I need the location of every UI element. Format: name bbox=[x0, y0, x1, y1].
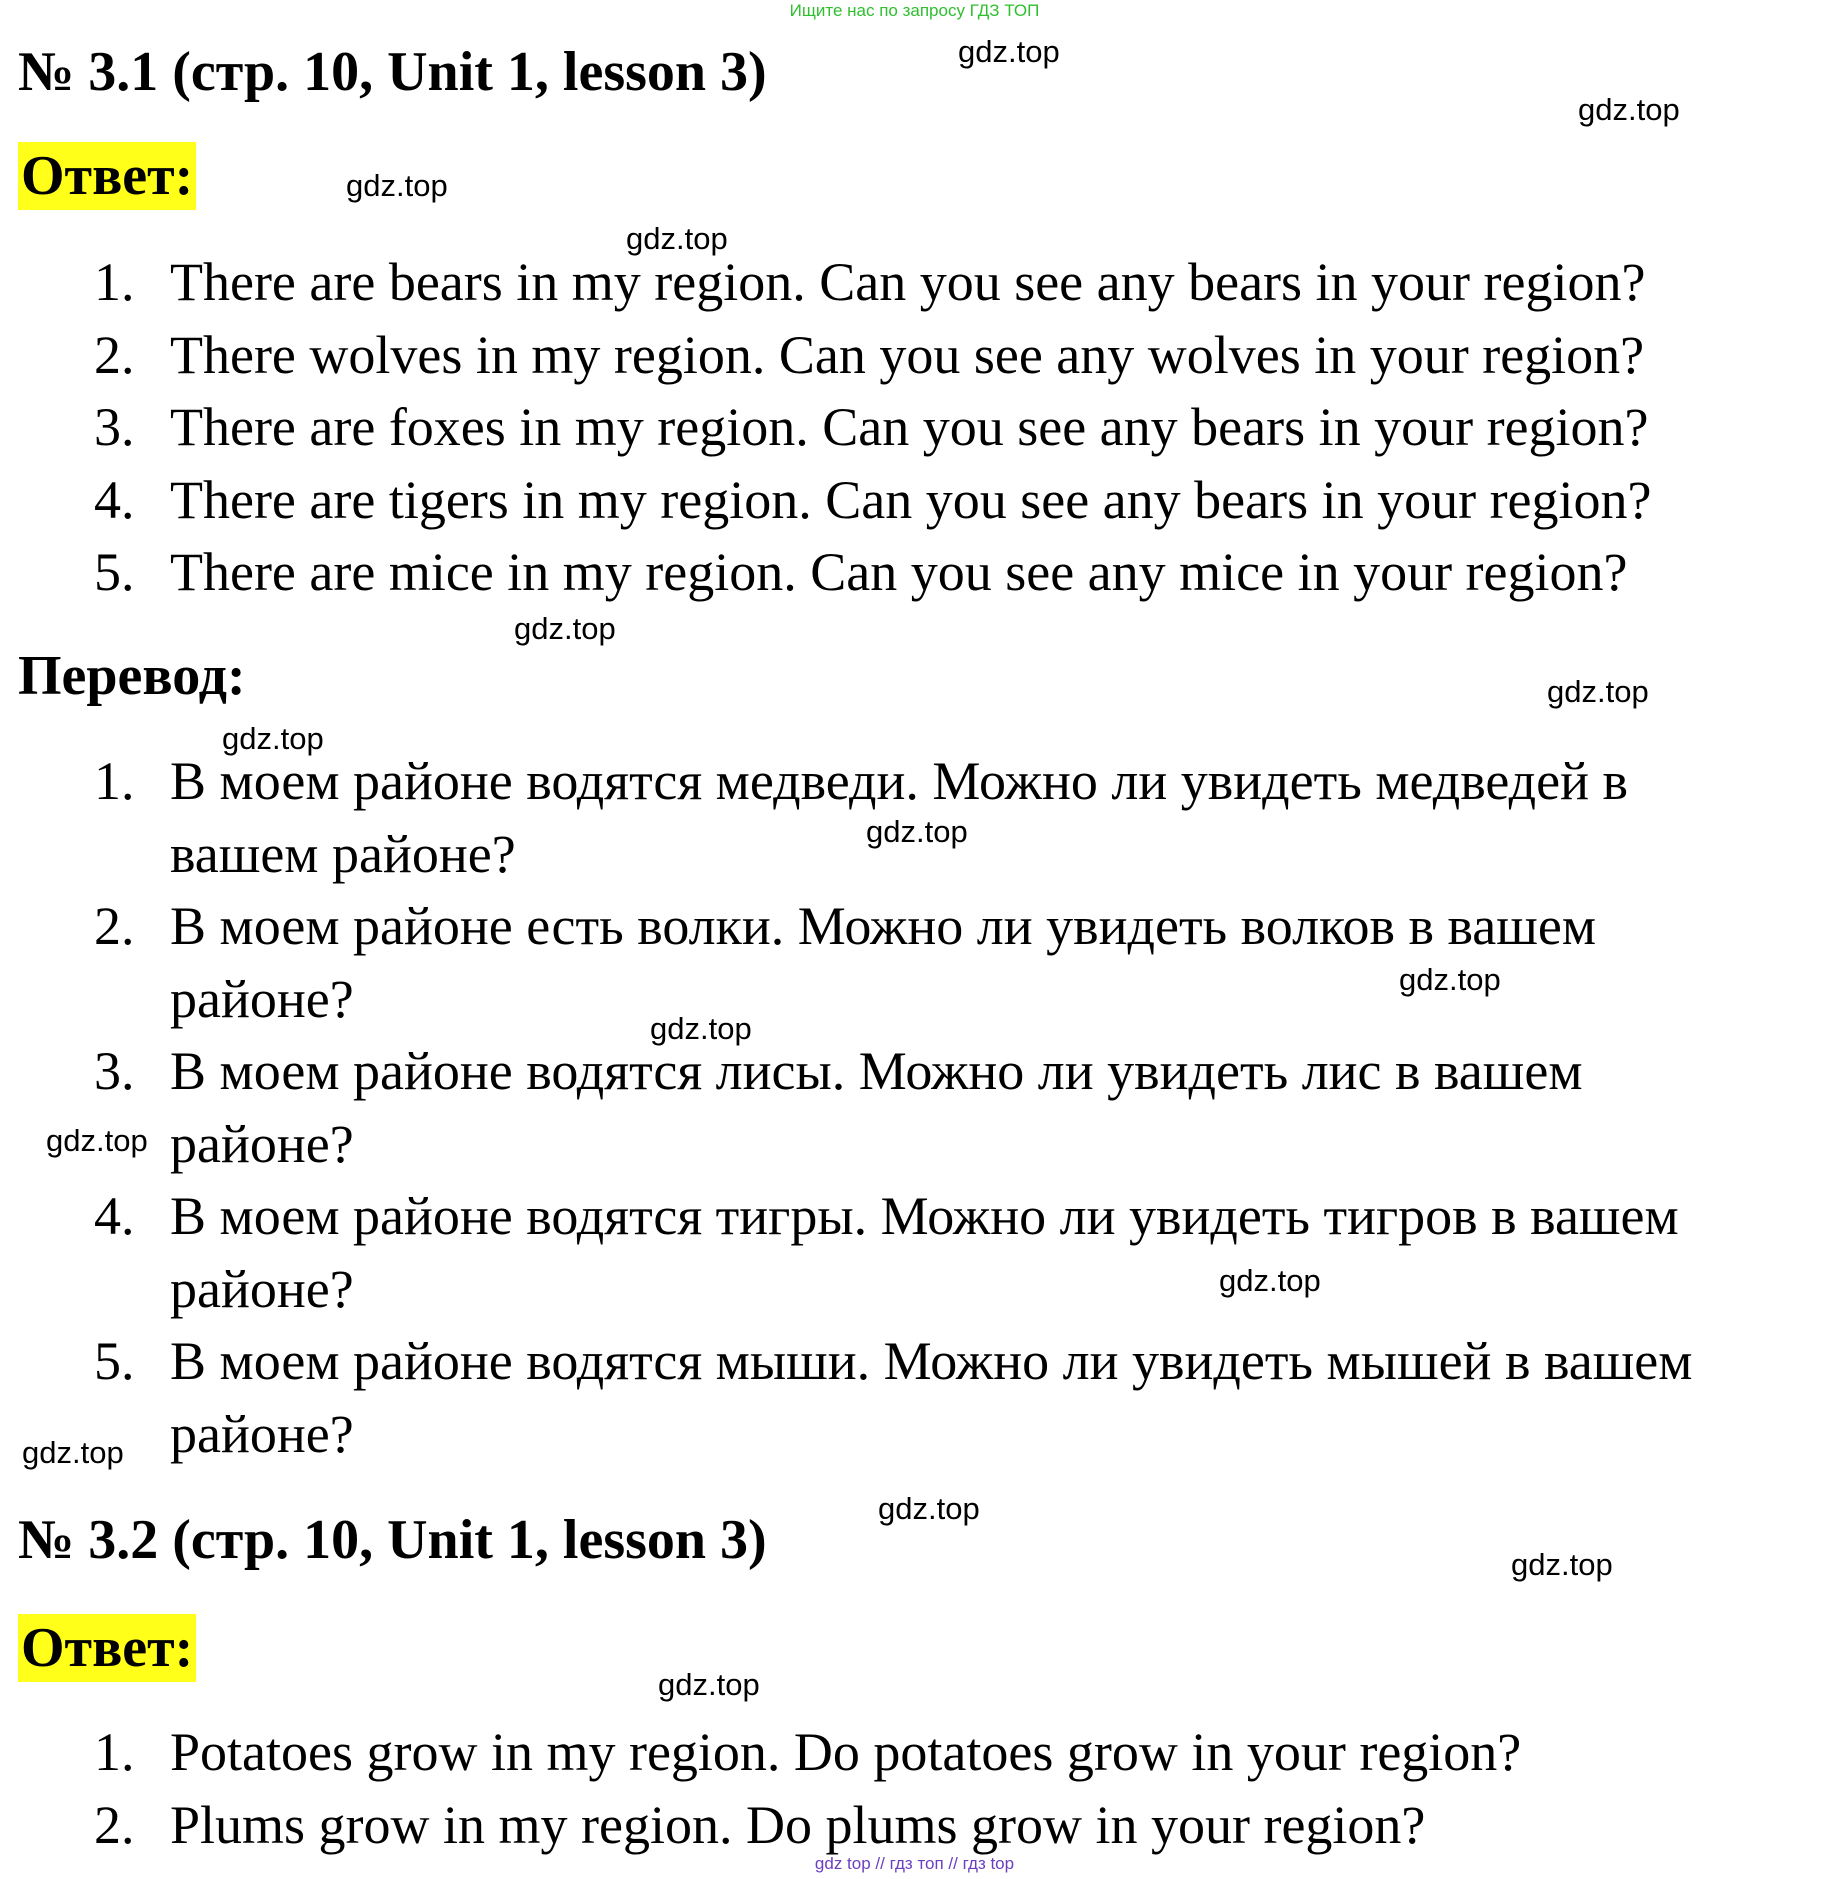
list-item bbox=[0, 1035, 1692, 1180]
item-text-line2: районе? bbox=[170, 1403, 354, 1464]
item-number: 5. bbox=[94, 1331, 135, 1391]
item-text-line1: В моем районе есть волки. Можно ли увидеть волков в вашем bbox=[170, 896, 1596, 956]
list-item bbox=[0, 1180, 1692, 1325]
footer-links: gdz top // гдз топ // гдз top bbox=[814, 1854, 1015, 1873]
watermark: gdz.top bbox=[958, 34, 1060, 69]
search-hint: Ищите нас по запросу ГДЗ ТОП bbox=[789, 1, 1040, 20]
item-text: There are mice in my region. Can you see any mice in your region? bbox=[170, 542, 1628, 602]
watermark: gdz.top bbox=[1547, 674, 1649, 709]
item-text: There are bears in my region. Can you see any bears in your region? bbox=[170, 252, 1646, 312]
watermark: gdz.top bbox=[878, 1491, 980, 1526]
answer-label-3-2: Ответ: bbox=[18, 1614, 196, 1682]
item-number: 1. bbox=[94, 1722, 135, 1782]
item-text: There are tigers in my region. Can you see any bears in your region? bbox=[170, 469, 1652, 530]
watermark: gdz.top bbox=[1578, 92, 1680, 127]
item-number: 4. bbox=[94, 1186, 135, 1246]
list-item bbox=[0, 1789, 1521, 1862]
task-heading-3-2: № 3.2 (стр. 10, Unit 1, lesson 3) bbox=[18, 1509, 767, 1571]
item-text-line1: В моем районе водятся медведи. Можно ли увидеть медведей в bbox=[170, 751, 1628, 811]
item-number: 4. bbox=[94, 469, 135, 530]
item-text-line1: В моем районе водятся лисы. Можно ли увидеть лис в вашем bbox=[170, 1041, 1583, 1101]
list-item bbox=[0, 536, 1652, 609]
task-heading-3-1: № 3.1 (стр. 10, Unit 1, lesson 3) bbox=[18, 41, 767, 103]
watermark: gdz.top bbox=[626, 221, 728, 256]
watermark: gdz.top bbox=[1219, 1263, 1321, 1298]
item-text-line1: В моем районе водятся тигры. Можно ли увидеть тигров в вашем bbox=[170, 1186, 1679, 1246]
item-text-line1: В моем районе водятся мыши. Можно ли увидеть мышей в вашем bbox=[170, 1331, 1693, 1391]
item-number: 5. bbox=[94, 542, 135, 602]
item-text: Potatoes grow in my region. Do potatoes grow in your region? bbox=[170, 1722, 1522, 1782]
watermark: gdz.top bbox=[46, 1123, 148, 1158]
answer-list-3-2 bbox=[0, 1716, 1521, 1861]
list-item bbox=[0, 745, 1692, 890]
item-text-line2: вашем районе? bbox=[170, 823, 516, 884]
item-text-line2: районе? bbox=[170, 968, 354, 1029]
item-number: 2. bbox=[94, 1794, 135, 1855]
list-item bbox=[0, 319, 1652, 392]
watermark: gdz.top bbox=[1511, 1547, 1613, 1582]
item-number: 2. bbox=[94, 896, 135, 956]
answer-list-3-1 bbox=[0, 246, 1652, 609]
watermark: gdz.top bbox=[222, 721, 324, 756]
watermark: gdz.top bbox=[658, 1667, 760, 1702]
watermark: gdz.top bbox=[650, 1011, 752, 1046]
item-number: 3. bbox=[94, 1041, 135, 1101]
watermark: gdz.top bbox=[1399, 962, 1501, 997]
list-item bbox=[0, 1716, 1521, 1789]
item-text-line2: районе? bbox=[170, 1113, 354, 1174]
item-text-line2: районе? bbox=[170, 1258, 354, 1319]
translation-label: Перевод: bbox=[18, 645, 246, 707]
list-item bbox=[0, 464, 1652, 537]
item-number: 1. bbox=[94, 751, 135, 811]
item-text: Plums grow in my region. Do plums grow in your region? bbox=[170, 1794, 1426, 1855]
list-item bbox=[0, 246, 1652, 319]
watermark: gdz.top bbox=[514, 611, 616, 646]
list-item bbox=[0, 1325, 1692, 1470]
watermark: gdz.top bbox=[346, 168, 448, 203]
list-item bbox=[0, 391, 1652, 464]
item-text: There wolves in my region. Can you see any wolves in your region? bbox=[170, 324, 1645, 385]
answer-label-3-1: Ответ: bbox=[18, 142, 196, 210]
item-text: There are foxes in my region. Can you see any bears in your region? bbox=[170, 397, 1649, 457]
item-number: 3. bbox=[94, 397, 135, 457]
item-number: 2. bbox=[94, 324, 135, 385]
watermark: gdz.top bbox=[22, 1435, 124, 1470]
watermark: gdz.top bbox=[866, 814, 968, 849]
item-number: 1. bbox=[94, 252, 135, 312]
translation-list bbox=[0, 745, 1692, 1470]
